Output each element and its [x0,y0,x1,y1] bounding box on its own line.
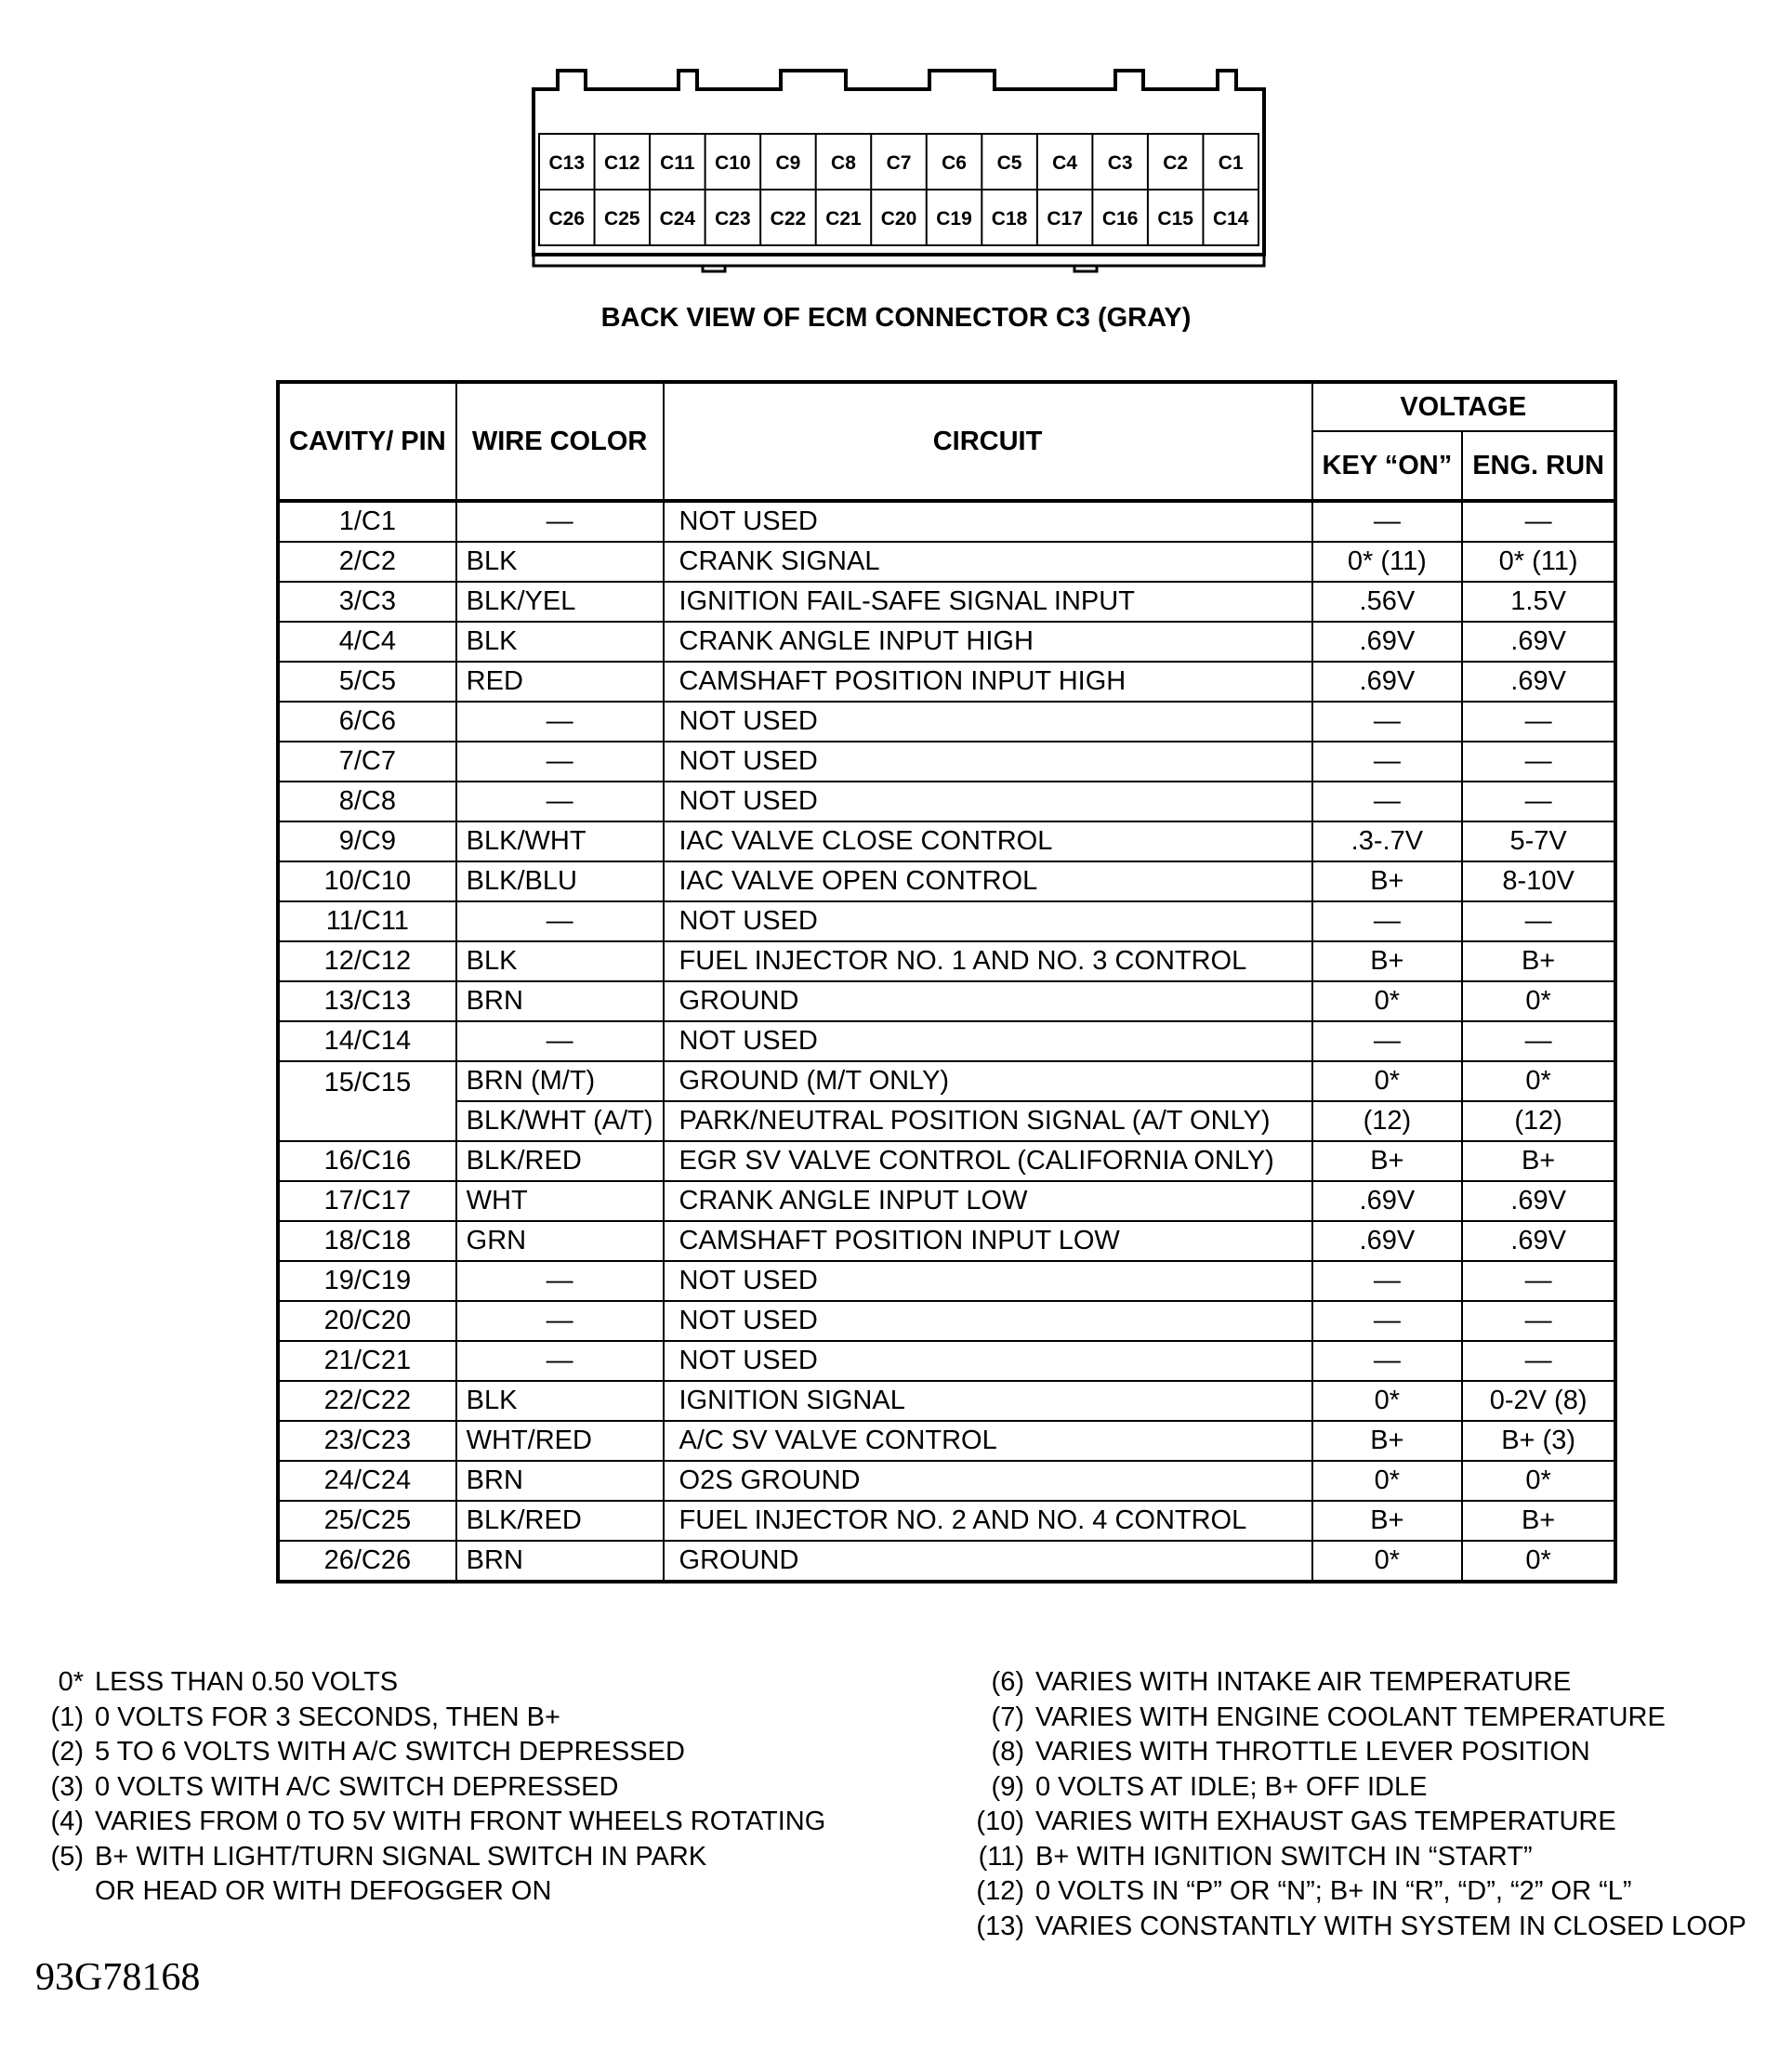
footnote [957,1874,1746,1910]
cell-circuit: NOT USED [664,1261,1312,1301]
cell-circuit: FUEL INJECTOR NO. 2 AND NO. 4 CONTROL [664,1501,1312,1541]
cell-wire: BRN [456,1541,664,1582]
cell-key-on: B+ [1312,861,1463,901]
cell-key-on: — [1312,1261,1463,1301]
cell-circuit: NOT USED [664,782,1312,821]
footnote [957,1665,1746,1701]
cell-wire: BLK [456,1381,664,1421]
footnote-text: VARIES FROM 0 TO 5V WITH FRONT WHEELS ROTATING [95,1807,826,1836]
cell-wire: BLK/YEL [456,582,664,622]
table-row [278,501,1615,542]
header-key-on: KEY “ON” [1312,431,1463,501]
cell-wire: — [456,1021,664,1061]
table-row [278,1421,1615,1461]
footnote-key: 0* [58,1667,84,1697]
cell-circuit: A/C SV VALVE CONTROL [664,1421,1312,1461]
cavity-label: C7 [886,152,912,174]
cell-circuit: NOT USED [664,742,1312,782]
cavity-label: C23 [715,208,751,230]
figure-id: 93G78168 [35,1956,201,1999]
cell-eng-run: 8-10V [1462,861,1615,901]
cell-circuit: NOT USED [664,1341,1312,1381]
cell-pin: 4/C4 [278,622,456,662]
cavity-label: C22 [770,208,807,230]
cell-wire: — [456,901,664,941]
table-row [278,821,1615,861]
footnote-text: VARIES WITH THROTTLE LEVER POSITION [1035,1737,1590,1767]
footnote [957,1840,1746,1875]
table-row [278,1061,1615,1101]
cell-circuit: CRANK ANGLE INPUT LOW [664,1181,1312,1221]
footnote-text: OR HEAD OR WITH DEFOGGER ON [95,1876,552,1906]
cavity-label: C24 [659,208,696,230]
table-row [278,1221,1615,1261]
cell-circuit: EGR SV VALVE CONTROL (CALIFORNIA ONLY) [664,1141,1312,1181]
cell-eng-run: 0* [1462,1061,1615,1101]
cavity-label: C20 [880,208,917,230]
footnote-key: (4) [50,1807,84,1836]
table-row [278,622,1615,662]
footnote-text: VARIES CONSTANTLY WITH SYSTEM IN CLOSED LOOP [1035,1911,1746,1941]
table-row [278,1461,1615,1501]
cavity-label: C8 [831,152,856,174]
cell-key-on: — [1312,1021,1463,1061]
cell-pin: 18/C18 [278,1221,456,1261]
footnote-key: (5) [50,1841,84,1872]
cell-pin: 10/C10 [278,861,456,901]
footnote-key: (1) [50,1702,84,1732]
cavity-label: C16 [1101,208,1139,230]
footnote-key [39,1874,95,1910]
table-row [278,1541,1615,1582]
footnote [39,1874,825,1910]
cell-wire: — [456,742,664,782]
cell-key-on: — [1312,702,1463,742]
footnote [39,1735,825,1770]
cell-pin: 22/C22 [278,1381,456,1421]
cell-key-on: 0* (11) [1312,542,1463,582]
cell-eng-run: — [1462,702,1615,742]
cell-circuit: GROUND (M/T ONLY) [664,1061,1312,1101]
cavity-label: C2 [1163,152,1189,174]
cell-eng-run: B+ [1462,1501,1615,1541]
footnote [39,1770,825,1806]
header-eng-run: ENG. RUN [1462,431,1615,501]
footnote [957,1701,1746,1736]
cell-key-on: .69V [1312,1221,1463,1261]
cell-eng-run: B+ (3) [1462,1421,1615,1461]
footnote [39,1701,825,1736]
cell-pin: 2/C2 [278,542,456,582]
cavity-label: C19 [936,208,972,230]
cell-key-on: B+ [1312,1141,1463,1181]
cell-wire: — [456,702,664,742]
header-wire-color: WIRE COLOR [456,382,664,501]
cell-pin: 15/C15 [278,1061,456,1141]
cell-key-on: .3-.7V [1312,821,1463,861]
cell-eng-run: .69V [1462,662,1615,702]
cell-circuit: IAC VALVE CLOSE CONTROL [664,821,1312,861]
cell-pin: 6/C6 [278,702,456,742]
cell-circuit: PARK/NEUTRAL POSITION SIGNAL (A/T ONLY) [664,1101,1312,1141]
cell-eng-run: .69V [1462,1181,1615,1221]
cell-circuit: CRANK SIGNAL [664,542,1312,582]
cell-wire: BLK [456,941,664,981]
footnote-key: (6) [991,1667,1024,1697]
cavity-label: C13 [548,152,586,174]
cavity-label: C1 [1218,152,1244,174]
footnote [957,1805,1746,1840]
footnote [39,1665,825,1701]
cell-key-on: .69V [1312,1181,1463,1221]
cell-wire: BLK/RED [456,1141,664,1181]
footnote-key: (13) [976,1911,1024,1941]
cell-pin: 24/C24 [278,1461,456,1501]
footnote-key: (7) [991,1702,1024,1732]
cell-pin: 16/C16 [278,1141,456,1181]
connector-caption: BACK VIEW OF ECM CONNECTOR C3 (GRAY) [600,303,1192,333]
cavity-label: C17 [1047,208,1083,230]
cavity-label: C21 [825,208,862,230]
cavity-label: C6 [942,152,967,174]
cell-circuit: CAMSHAFT POSITION INPUT LOW [664,1221,1312,1261]
footnote-text: 0 VOLTS AT IDLE; B+ OFF IDLE [1035,1771,1428,1802]
table-row [278,1301,1615,1341]
footnote-key: (2) [50,1737,84,1767]
cell-wire: BLK/WHT [456,821,664,861]
cell-eng-run: 0* [1462,1461,1615,1501]
cell-eng-run: 0* [1462,1541,1615,1582]
cell-wire: BLK/WHT (A/T) [456,1101,664,1141]
footnote-text: VARIES WITH EXHAUST GAS TEMPERATURE [1035,1807,1616,1836]
footnote [39,1840,825,1875]
cell-circuit: NOT USED [664,1021,1312,1061]
table-row [278,981,1615,1021]
cell-wire: BRN [456,981,664,1021]
cell-circuit: O2S GROUND [664,1461,1312,1501]
cell-key-on: 0* [1312,1061,1463,1101]
cell-wire: — [456,782,664,821]
notes-right [957,1665,1746,1944]
cell-wire: — [456,501,664,542]
cell-eng-run: — [1462,501,1615,542]
cell-key-on: — [1312,742,1463,782]
cell-key-on: — [1312,1341,1463,1381]
table-row [278,1141,1615,1181]
cell-pin: 26/C26 [278,1541,456,1582]
cavity-label: C26 [548,208,586,230]
cavity-label: C3 [1107,152,1133,174]
cell-eng-run: — [1462,782,1615,821]
cell-key-on: 0* [1312,1541,1463,1582]
cell-circuit: CRANK ANGLE INPUT HIGH [664,622,1312,662]
cell-key-on: .69V [1312,662,1463,702]
cell-pin: 5/C5 [278,662,456,702]
cell-circuit: FUEL INJECTOR NO. 1 AND NO. 3 CONTROL [664,941,1312,981]
cell-pin: 23/C23 [278,1421,456,1461]
cell-circuit: GROUND [664,981,1312,1021]
footnote-key: (10) [976,1807,1024,1836]
cell-circuit: CAMSHAFT POSITION INPUT HIGH [664,662,1312,702]
pinout-table [276,380,1617,1583]
cavity-label: C25 [604,208,640,230]
cell-eng-run: 0* [1462,981,1615,1021]
table-row [278,582,1615,622]
cell-eng-run: — [1462,1021,1615,1061]
cell-key-on: 0* [1312,1461,1463,1501]
footnote-key: (11) [978,1841,1024,1872]
footnote-key: (8) [991,1737,1024,1767]
cell-wire: RED [456,662,664,702]
cell-eng-run: 1.5V [1462,582,1615,622]
ecm-connector-diagram [520,56,1273,279]
cell-key-on: — [1312,501,1463,542]
cell-circuit: NOT USED [664,702,1312,742]
header-cavity-pin: CAVITY/ PIN [278,382,456,501]
cell-pin: 20/C20 [278,1301,456,1341]
cell-pin: 13/C13 [278,981,456,1021]
header-voltage: VOLTAGE [1312,382,1615,431]
footnote-key: (3) [50,1771,84,1802]
cavity-label: C15 [1157,208,1193,230]
table-row [278,702,1615,742]
cavity-label: C14 [1212,208,1249,230]
cell-eng-run: 0* (11) [1462,542,1615,582]
cell-circuit: NOT USED [664,501,1312,542]
cell-wire: — [456,1261,664,1301]
cell-wire: BRN (M/T) [456,1061,664,1101]
cell-pin: 1/C1 [278,501,456,542]
cell-eng-run: — [1462,901,1615,941]
footnote-text: LESS THAN 0.50 VOLTS [95,1667,399,1697]
footnote-text: 0 VOLTS WITH A/C SWITCH DEPRESSED [95,1771,619,1802]
cavity-label: C18 [991,208,1028,230]
footnote [957,1735,1746,1770]
cell-wire: BLK/RED [456,1501,664,1541]
footnote-text: B+ WITH IGNITION SWITCH IN “START” [1035,1841,1533,1872]
cell-key-on: — [1312,901,1463,941]
cavity-label: C5 [996,152,1022,174]
cell-circuit: IGNITION SIGNAL [664,1381,1312,1421]
table-row [278,782,1615,821]
cell-key-on: — [1312,782,1463,821]
footnote-text: 0 VOLTS IN “P” OR “N”; B+ IN “R”, “D”, “2” OR “L” [1035,1876,1632,1906]
cell-key-on: .69V [1312,622,1463,662]
cell-pin: 19/C19 [278,1261,456,1301]
cell-key-on: 0* [1312,1381,1463,1421]
table-row [278,901,1615,941]
notes-left [39,1665,825,1910]
table-row [278,1501,1615,1541]
footnote-text: VARIES WITH INTAKE AIR TEMPERATURE [1035,1667,1572,1697]
cell-eng-run: 0-2V (8) [1462,1381,1615,1421]
footnote-key: (9) [991,1771,1024,1802]
cell-wire: WHT [456,1181,664,1221]
footnote-text: VARIES WITH ENGINE COOLANT TEMPERATURE [1035,1702,1666,1732]
cell-pin: 17/C17 [278,1181,456,1221]
cell-wire: — [456,1341,664,1381]
cell-eng-run: — [1462,1341,1615,1381]
table-row [278,861,1615,901]
footnote-text: 0 VOLTS FOR 3 SECONDS, THEN B+ [95,1702,560,1732]
table-row [278,1341,1615,1381]
table-row [278,542,1615,582]
cell-pin: 12/C12 [278,941,456,981]
cell-pin: 11/C11 [278,901,456,941]
cavity-label: C12 [604,152,640,174]
cell-wire: — [456,1301,664,1341]
footnote-text: B+ WITH LIGHT/TURN SIGNAL SWITCH IN PARK [95,1841,707,1872]
cell-eng-run: — [1462,1301,1615,1341]
cell-key-on: B+ [1312,1501,1463,1541]
cell-circuit: NOT USED [664,901,1312,941]
cell-eng-run: B+ [1462,1141,1615,1181]
cell-circuit: IAC VALVE OPEN CONTROL [664,861,1312,901]
table-row [278,1261,1615,1301]
cell-pin: 25/C25 [278,1501,456,1541]
cell-pin: 14/C14 [278,1021,456,1061]
cell-circuit: IGNITION FAIL-SAFE SIGNAL INPUT [664,582,1312,622]
cavity-label: C10 [715,152,751,174]
cell-wire: BRN [456,1461,664,1501]
footnote-text: 5 TO 6 VOLTS WITH A/C SWITCH DEPRESSED [95,1737,685,1767]
cell-circuit: NOT USED [664,1301,1312,1341]
cell-wire: BLK [456,622,664,662]
cell-key-on: (12) [1312,1101,1463,1141]
cell-wire: BLK/BLU [456,861,664,901]
cell-eng-run: — [1462,1261,1615,1301]
cavity-label: C4 [1052,152,1078,174]
cell-eng-run: 5-7V [1462,821,1615,861]
cell-circuit: GROUND [664,1541,1312,1582]
cell-eng-run: B+ [1462,941,1615,981]
table-row [278,941,1615,981]
footnote [957,1770,1746,1806]
cell-key-on: 0* [1312,981,1463,1021]
cell-key-on: B+ [1312,1421,1463,1461]
cell-eng-run: .69V [1462,622,1615,662]
cell-pin: 7/C7 [278,742,456,782]
table-row [278,1101,1615,1141]
cavity-label: C11 [660,152,695,174]
cell-wire: WHT/RED [456,1421,664,1461]
cell-eng-run: (12) [1462,1101,1615,1141]
header-circuit: CIRCUIT [664,382,1312,501]
cell-eng-run: .69V [1462,1221,1615,1261]
table-row [278,1381,1615,1421]
cell-wire: BLK [456,542,664,582]
cell-key-on: .56V [1312,582,1463,622]
cell-eng-run: — [1462,742,1615,782]
footnote [39,1805,825,1840]
table-row [278,662,1615,702]
cell-wire: GRN [456,1221,664,1261]
cell-key-on: B+ [1312,941,1463,981]
table-row [278,1181,1615,1221]
cell-pin: 3/C3 [278,582,456,622]
footnote [957,1910,1746,1945]
cell-pin: 21/C21 [278,1341,456,1381]
cavity-label: C9 [775,152,801,174]
table-row [278,1021,1615,1061]
cell-pin: 8/C8 [278,782,456,821]
footnote-key: (12) [976,1876,1024,1906]
cell-pin: 9/C9 [278,821,456,861]
table-row [278,742,1615,782]
cell-key-on: — [1312,1301,1463,1341]
